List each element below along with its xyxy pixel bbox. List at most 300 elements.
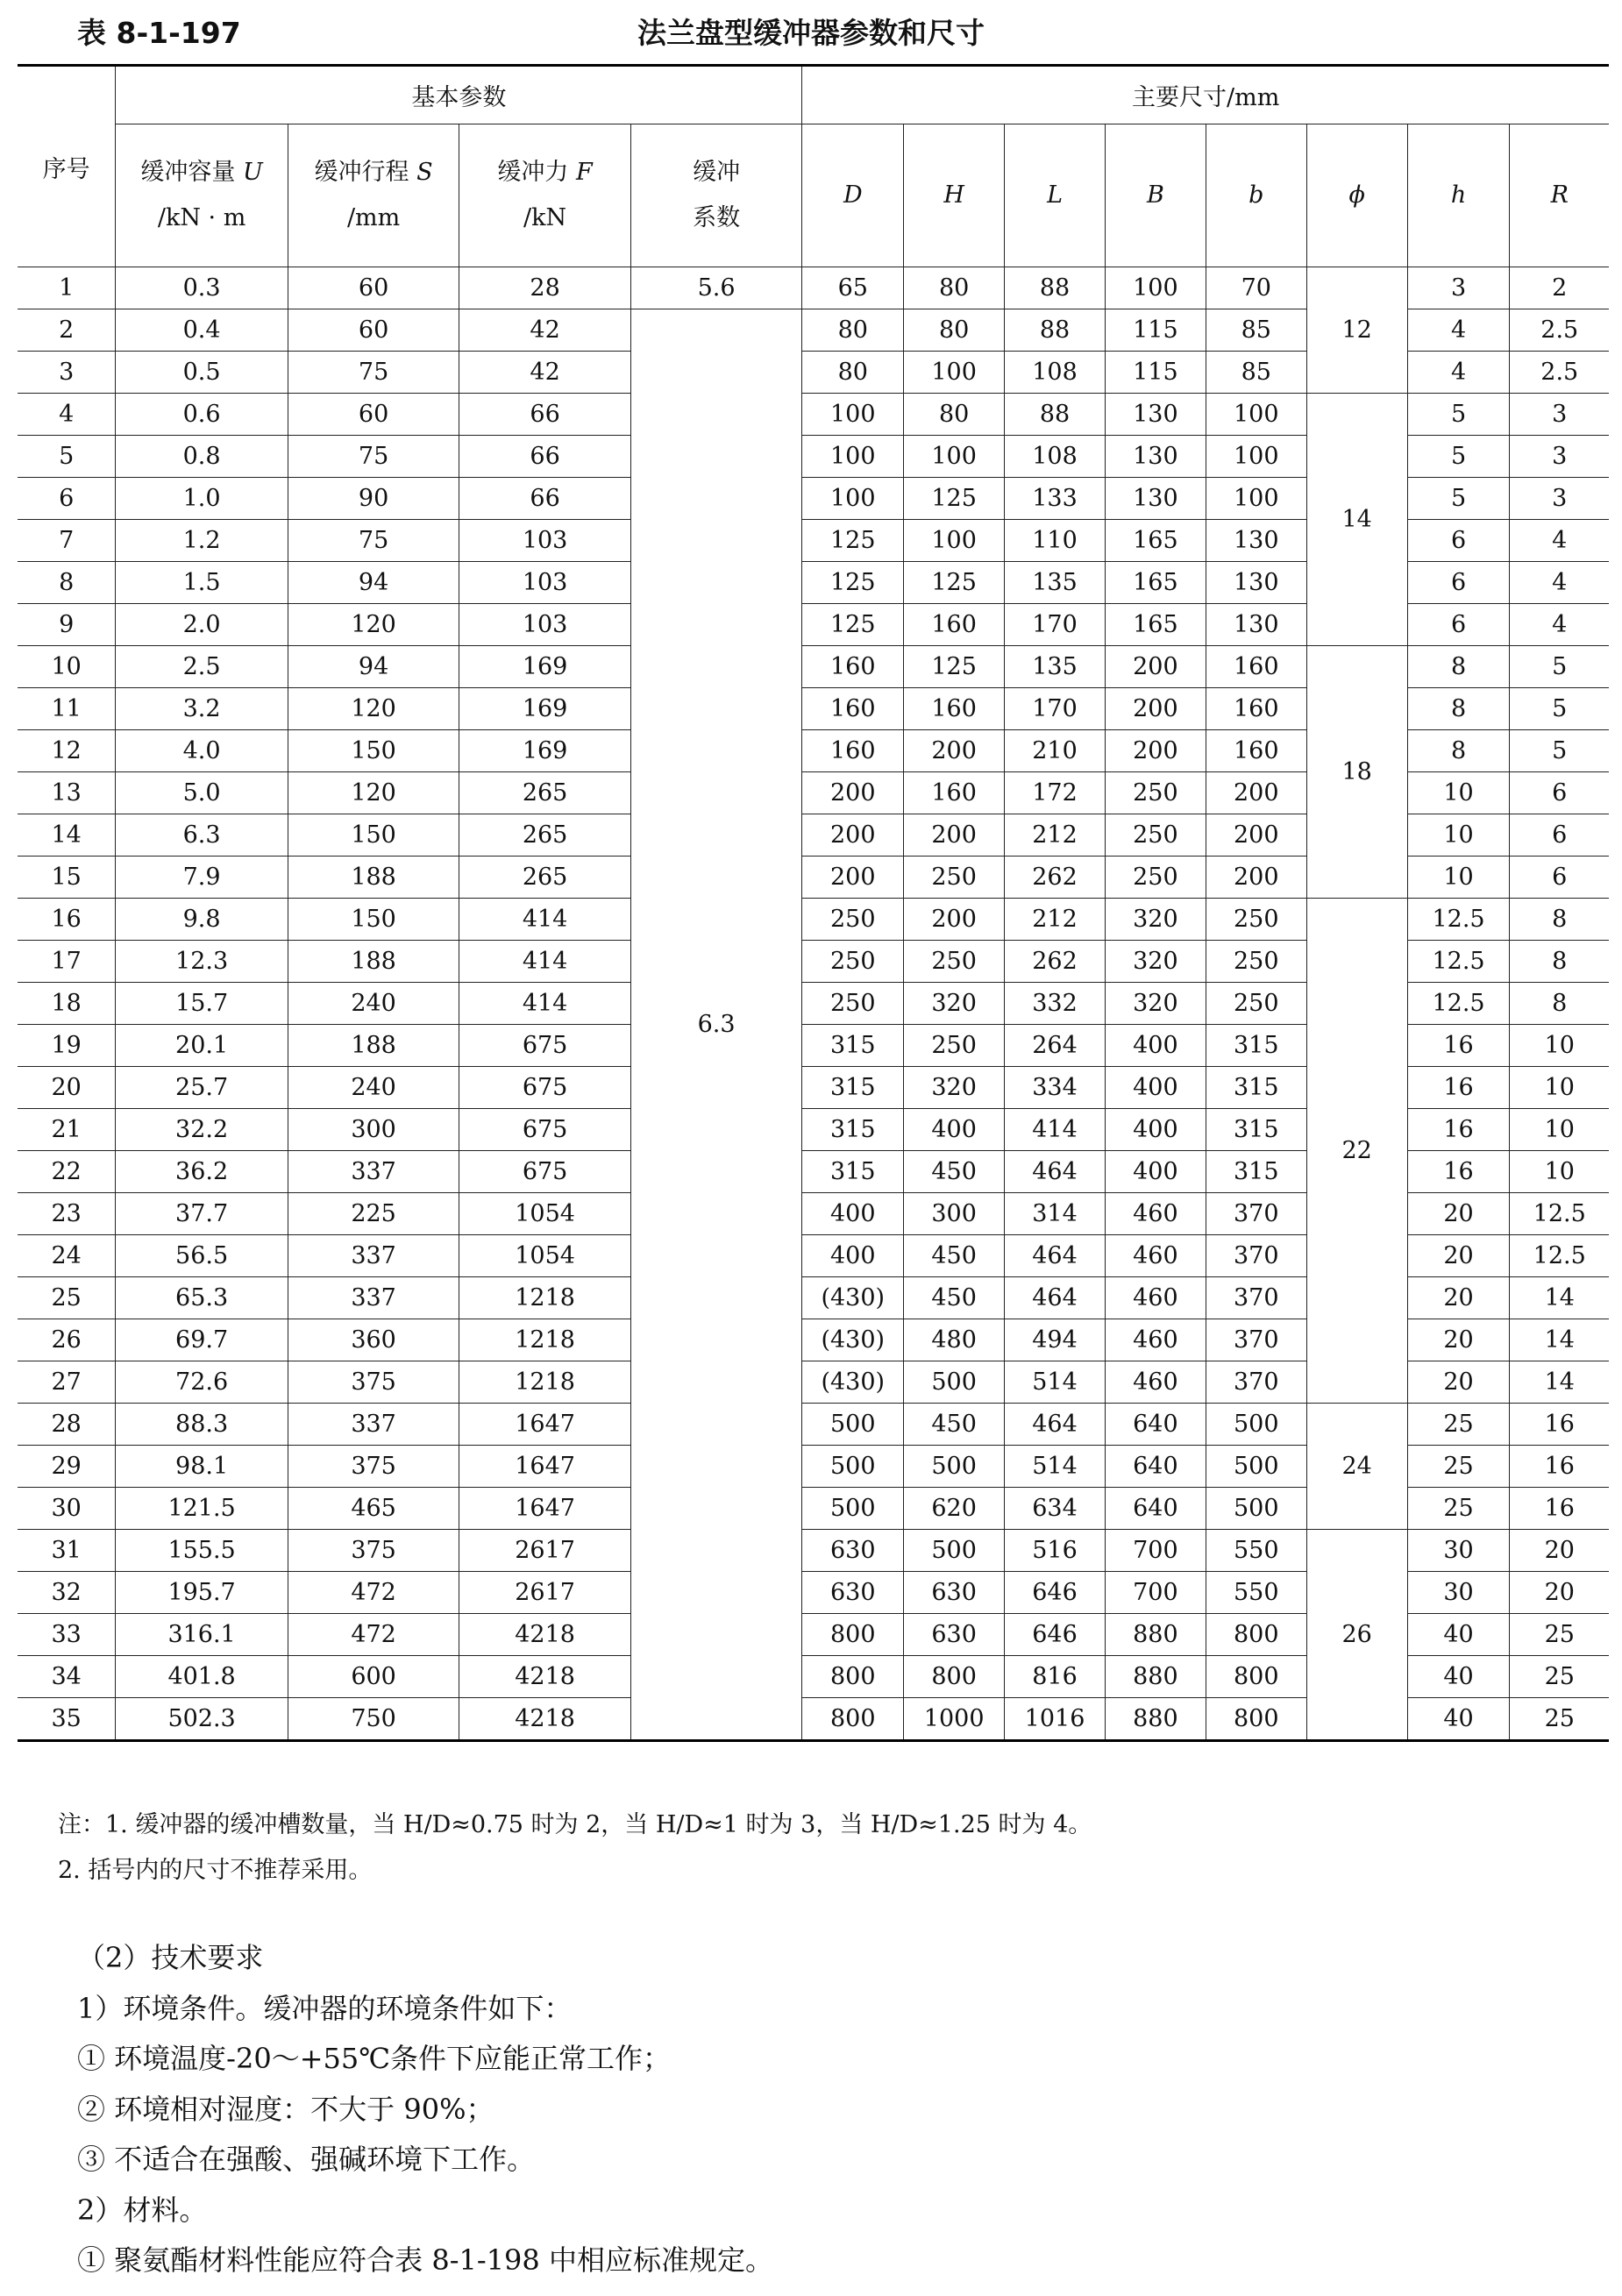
- cell-h: 40: [1407, 1698, 1510, 1741]
- header-force: [459, 124, 631, 267]
- cell-h: 25: [1407, 1446, 1510, 1488]
- cell-force: 265: [459, 857, 631, 899]
- cell-capacity: 3.2: [116, 688, 288, 730]
- cell-force: 675: [459, 1025, 631, 1067]
- cell-D: 200: [802, 857, 904, 899]
- table-body: [18, 267, 1609, 1741]
- cell-D: 100: [802, 436, 904, 478]
- cell-R: 4: [1510, 562, 1609, 604]
- cell-force: 169: [459, 730, 631, 772]
- cell-h: 16: [1407, 1151, 1510, 1193]
- cell-R: 25: [1510, 1698, 1609, 1741]
- cell-force: 414: [459, 983, 631, 1025]
- cell-stroke: 75: [288, 436, 459, 478]
- cell-force: 1054: [459, 1193, 631, 1235]
- cell-R: 2.5: [1510, 309, 1609, 352]
- cell-D: 80: [802, 309, 904, 352]
- cell-L: 262: [1005, 941, 1106, 983]
- cell-R: 10: [1510, 1025, 1609, 1067]
- cell-b: 315: [1206, 1109, 1306, 1151]
- cell-seq: 33: [18, 1614, 116, 1656]
- cell-R: 8: [1510, 941, 1609, 983]
- cell-stroke: 60: [288, 267, 459, 309]
- cell-seq: 25: [18, 1277, 116, 1319]
- cell-h: 40: [1407, 1614, 1510, 1656]
- cell-stroke: 60: [288, 394, 459, 436]
- cell-capacity: 15.7: [116, 983, 288, 1025]
- table-title: 法兰盘型缓冲器参数和尺寸: [637, 16, 985, 50]
- cell-force: 169: [459, 646, 631, 688]
- cell-L: 816: [1005, 1656, 1106, 1698]
- cell-h: 20: [1407, 1319, 1510, 1361]
- cell-seq: 19: [18, 1025, 116, 1067]
- cell-b: 315: [1206, 1025, 1306, 1067]
- cell-capacity: 0.6: [116, 394, 288, 436]
- cell-H: 630: [904, 1572, 1005, 1614]
- cell-h: 4: [1407, 352, 1510, 394]
- cell-R: 2.5: [1510, 352, 1609, 394]
- cell-h: 16: [1407, 1067, 1510, 1109]
- header-stroke-text: 缓冲行程: [314, 159, 409, 186]
- header-basic-params: 基本参数: [116, 66, 802, 124]
- cell-stroke: 337: [288, 1404, 459, 1446]
- cell-stroke: 375: [288, 1361, 459, 1404]
- cell-h: 5: [1407, 394, 1510, 436]
- cell-R: 25: [1510, 1656, 1609, 1698]
- cell-stroke: 94: [288, 646, 459, 688]
- cell-capacity: 9.8: [116, 899, 288, 941]
- cell-D: 315: [802, 1151, 904, 1193]
- cell-L: 464: [1005, 1151, 1106, 1193]
- cell-b: 70: [1206, 267, 1306, 309]
- cell-seq: 24: [18, 1235, 116, 1277]
- cell-D: 400: [802, 1193, 904, 1235]
- header-capacity: [116, 124, 288, 267]
- cell-seq: 17: [18, 941, 116, 983]
- cell-force: 28: [459, 267, 631, 309]
- cell-h: 10: [1407, 857, 1510, 899]
- cell-R: 6: [1510, 814, 1609, 857]
- body-line: ③ 不适合在强酸、强碱环境下工作。: [77, 2143, 536, 2176]
- cell-capacity: 121.5: [116, 1488, 288, 1530]
- cell-B: 165: [1105, 562, 1206, 604]
- header-dim-H: H: [904, 124, 1005, 267]
- cell-R: 12.5: [1510, 1235, 1609, 1277]
- cell-seq: 34: [18, 1656, 116, 1698]
- cell-B: 880: [1105, 1614, 1206, 1656]
- cell-H: 630: [904, 1614, 1005, 1656]
- cell-h: 6: [1407, 520, 1510, 562]
- cell-L: 514: [1005, 1361, 1106, 1404]
- cell-h: 3: [1407, 267, 1510, 309]
- cell-R: 14: [1510, 1277, 1609, 1319]
- cell-b: 160: [1206, 730, 1306, 772]
- cell-h: 6: [1407, 562, 1510, 604]
- cell-h: 16: [1407, 1025, 1510, 1067]
- cell-stroke: 225: [288, 1193, 459, 1235]
- cell-capacity: 98.1: [116, 1446, 288, 1488]
- cell-capacity: 36.2: [116, 1151, 288, 1193]
- body-line: 1）环境条件。缓冲器的环境条件如下：: [77, 1991, 573, 2025]
- cell-h: 30: [1407, 1572, 1510, 1614]
- cell-L: 414: [1005, 1109, 1106, 1151]
- cell-stroke: 90: [288, 478, 459, 520]
- cell-seq: 29: [18, 1446, 116, 1488]
- cell-H: 450: [904, 1151, 1005, 1193]
- cell-h: 10: [1407, 772, 1510, 814]
- cell-D: 125: [802, 520, 904, 562]
- cell-B: 130: [1105, 436, 1206, 478]
- cell-B: 460: [1105, 1319, 1206, 1361]
- cell-phi: 14: [1306, 394, 1407, 646]
- cell-H: 250: [904, 1025, 1005, 1067]
- cell-coefficient: 5.6: [630, 267, 802, 309]
- cell-H: 400: [904, 1109, 1005, 1151]
- cell-R: 6: [1510, 857, 1609, 899]
- cell-seq: 14: [18, 814, 116, 857]
- cell-L: 514: [1005, 1446, 1106, 1488]
- cell-H: 500: [904, 1361, 1005, 1404]
- cell-D: 500: [802, 1446, 904, 1488]
- cell-b: 370: [1206, 1361, 1306, 1404]
- cell-stroke: 120: [288, 688, 459, 730]
- cell-B: 250: [1105, 772, 1206, 814]
- table-notes: [58, 1802, 1092, 1894]
- cell-H: 450: [904, 1235, 1005, 1277]
- cell-seq: 28: [18, 1404, 116, 1446]
- cell-force: 103: [459, 604, 631, 646]
- cell-H: 125: [904, 478, 1005, 520]
- cell-B: 200: [1105, 688, 1206, 730]
- buffer-parameter-table: [18, 64, 1609, 1742]
- body-line: 2）材料。: [77, 2193, 208, 2227]
- cell-R: 8: [1510, 899, 1609, 941]
- cell-H: 450: [904, 1404, 1005, 1446]
- cell-force: 414: [459, 941, 631, 983]
- cell-capacity: 72.6: [116, 1361, 288, 1404]
- cell-b: 315: [1206, 1151, 1306, 1193]
- cell-stroke: 600: [288, 1656, 459, 1698]
- header-dim-h: h: [1407, 124, 1510, 267]
- cell-capacity: 2.0: [116, 604, 288, 646]
- cell-H: 100: [904, 436, 1005, 478]
- cell-h: 4: [1407, 309, 1510, 352]
- cell-seq: 7: [18, 520, 116, 562]
- body-line: ② 环境相对湿度：不大于 90%；: [77, 2092, 494, 2126]
- cell-R: 2: [1510, 267, 1609, 309]
- cell-capacity: 12.3: [116, 941, 288, 983]
- cell-force: 2617: [459, 1530, 631, 1572]
- header-capacity-text: 缓冲容量: [140, 159, 236, 186]
- cell-force: 2617: [459, 1572, 631, 1614]
- cell-b: 250: [1206, 983, 1306, 1025]
- cell-L: 1016: [1005, 1698, 1106, 1741]
- cell-b: 370: [1206, 1277, 1306, 1319]
- cell-L: 212: [1005, 899, 1106, 941]
- cell-D: 125: [802, 562, 904, 604]
- table-row: [18, 1530, 1609, 1572]
- cell-phi: 12: [1306, 267, 1407, 394]
- table-caption: [0, 11, 1622, 54]
- cell-L: 262: [1005, 857, 1106, 899]
- cell-D: 250: [802, 941, 904, 983]
- cell-b: 500: [1206, 1446, 1306, 1488]
- cell-capacity: 502.3: [116, 1698, 288, 1741]
- cell-capacity: 25.7: [116, 1067, 288, 1109]
- cell-D: 250: [802, 899, 904, 941]
- cell-seq: 18: [18, 983, 116, 1025]
- cell-R: 14: [1510, 1319, 1609, 1361]
- cell-L: 88: [1005, 309, 1106, 352]
- cell-R: 10: [1510, 1151, 1609, 1193]
- cell-capacity: 2.5: [116, 646, 288, 688]
- cell-L: 133: [1005, 478, 1106, 520]
- cell-b: 85: [1206, 352, 1306, 394]
- cell-D: 160: [802, 646, 904, 688]
- cell-H: 320: [904, 983, 1005, 1025]
- cell-force: 414: [459, 899, 631, 941]
- cell-D: (430): [802, 1319, 904, 1361]
- table-row: [18, 899, 1609, 941]
- cell-B: 100: [1105, 267, 1206, 309]
- cell-force: 1218: [459, 1277, 631, 1319]
- cell-seq: 1: [18, 267, 116, 309]
- cell-H: 480: [904, 1319, 1005, 1361]
- cell-B: 880: [1105, 1698, 1206, 1741]
- cell-H: 80: [904, 394, 1005, 436]
- cell-L: 110: [1005, 520, 1106, 562]
- cell-b: 100: [1206, 436, 1306, 478]
- cell-capacity: 4.0: [116, 730, 288, 772]
- cell-R: 10: [1510, 1067, 1609, 1109]
- cell-R: 10: [1510, 1109, 1609, 1151]
- cell-h: 5: [1407, 436, 1510, 478]
- cell-stroke: 120: [288, 604, 459, 646]
- cell-R: 16: [1510, 1404, 1609, 1446]
- cell-capacity: 195.7: [116, 1572, 288, 1614]
- cell-D: 200: [802, 814, 904, 857]
- header-capacity-unit: /kN · m: [157, 204, 246, 231]
- cell-b: 160: [1206, 646, 1306, 688]
- header-force-symbol: F: [576, 159, 593, 186]
- cell-force: 1647: [459, 1446, 631, 1488]
- cell-stroke: 472: [288, 1572, 459, 1614]
- cell-capacity: 0.3: [116, 267, 288, 309]
- cell-stroke: 240: [288, 1067, 459, 1109]
- cell-b: 100: [1206, 394, 1306, 436]
- cell-H: 800: [904, 1656, 1005, 1698]
- cell-D: 315: [802, 1025, 904, 1067]
- cell-stroke: 75: [288, 352, 459, 394]
- cell-D: (430): [802, 1361, 904, 1404]
- cell-stroke: 94: [288, 562, 459, 604]
- cell-force: 675: [459, 1067, 631, 1109]
- cell-B: 460: [1105, 1235, 1206, 1277]
- cell-force: 169: [459, 688, 631, 730]
- cell-seq: 32: [18, 1572, 116, 1614]
- cell-h: 5: [1407, 478, 1510, 520]
- cell-L: 646: [1005, 1572, 1106, 1614]
- cell-L: 494: [1005, 1319, 1106, 1361]
- technical-requirements: [77, 1933, 773, 2286]
- cell-H: 125: [904, 562, 1005, 604]
- cell-h: 20: [1407, 1235, 1510, 1277]
- cell-B: 200: [1105, 730, 1206, 772]
- cell-H: 1000: [904, 1698, 1005, 1741]
- cell-R: 20: [1510, 1572, 1609, 1614]
- cell-R: 3: [1510, 478, 1609, 520]
- cell-H: 500: [904, 1446, 1005, 1488]
- cell-D: 315: [802, 1109, 904, 1151]
- cell-D: 160: [802, 688, 904, 730]
- cell-h: 12.5: [1407, 899, 1510, 941]
- cell-h: 20: [1407, 1361, 1510, 1404]
- cell-force: 1647: [459, 1404, 631, 1446]
- table-number: 表 8-1-197: [77, 16, 241, 50]
- cell-stroke: 360: [288, 1319, 459, 1361]
- cell-seq: 2: [18, 309, 116, 352]
- cell-H: 200: [904, 730, 1005, 772]
- cell-H: 125: [904, 646, 1005, 688]
- cell-H: 80: [904, 309, 1005, 352]
- cell-B: 250: [1105, 814, 1206, 857]
- header-force-unit: /kN: [523, 204, 567, 231]
- cell-seq: 16: [18, 899, 116, 941]
- header-dim-b: b: [1206, 124, 1306, 267]
- cell-D: 500: [802, 1488, 904, 1530]
- cell-R: 16: [1510, 1446, 1609, 1488]
- cell-phi: 18: [1306, 646, 1407, 899]
- cell-seq: 26: [18, 1319, 116, 1361]
- cell-seq: 21: [18, 1109, 116, 1151]
- cell-B: 165: [1105, 520, 1206, 562]
- cell-seq: 15: [18, 857, 116, 899]
- cell-D: 315: [802, 1067, 904, 1109]
- cell-phi: 26: [1306, 1530, 1407, 1741]
- cell-B: 115: [1105, 352, 1206, 394]
- cell-stroke: 150: [288, 899, 459, 941]
- cell-D: 65: [802, 267, 904, 309]
- cell-b: 200: [1206, 772, 1306, 814]
- cell-h: 6: [1407, 604, 1510, 646]
- cell-B: 320: [1105, 983, 1206, 1025]
- cell-stroke: 337: [288, 1277, 459, 1319]
- cell-L: 314: [1005, 1193, 1106, 1235]
- cell-force: 265: [459, 772, 631, 814]
- cell-h: 10: [1407, 814, 1510, 857]
- cell-stroke: 465: [288, 1488, 459, 1530]
- cell-D: 100: [802, 394, 904, 436]
- cell-H: 80: [904, 267, 1005, 309]
- cell-H: 200: [904, 899, 1005, 941]
- cell-stroke: 188: [288, 1025, 459, 1067]
- cell-force: 4218: [459, 1614, 631, 1656]
- cell-B: 640: [1105, 1488, 1206, 1530]
- cell-B: 700: [1105, 1530, 1206, 1572]
- cell-L: 334: [1005, 1067, 1106, 1109]
- cell-seq: 9: [18, 604, 116, 646]
- cell-b: 100: [1206, 478, 1306, 520]
- cell-capacity: 32.2: [116, 1109, 288, 1151]
- cell-D: 100: [802, 478, 904, 520]
- cell-H: 160: [904, 604, 1005, 646]
- cell-L: 464: [1005, 1404, 1106, 1446]
- cell-B: 115: [1105, 309, 1206, 352]
- cell-L: 172: [1005, 772, 1106, 814]
- cell-force: 66: [459, 436, 631, 478]
- cell-stroke: 240: [288, 983, 459, 1025]
- cell-phi: 22: [1306, 899, 1407, 1404]
- cell-capacity: 0.8: [116, 436, 288, 478]
- header-dim-B: B: [1105, 124, 1206, 267]
- cell-h: 8: [1407, 730, 1510, 772]
- cell-capacity: 5.0: [116, 772, 288, 814]
- cell-seq: 8: [18, 562, 116, 604]
- cell-h: 12.5: [1407, 941, 1510, 983]
- cell-capacity: 0.4: [116, 309, 288, 352]
- cell-force: 1218: [459, 1361, 631, 1404]
- cell-B: 200: [1105, 646, 1206, 688]
- cell-force: 675: [459, 1151, 631, 1193]
- cell-L: 210: [1005, 730, 1106, 772]
- cell-D: 630: [802, 1530, 904, 1572]
- cell-h: 8: [1407, 646, 1510, 688]
- cell-h: 30: [1407, 1530, 1510, 1572]
- cell-B: 400: [1105, 1151, 1206, 1193]
- cell-D: 800: [802, 1656, 904, 1698]
- cell-b: 200: [1206, 814, 1306, 857]
- cell-seq: 12: [18, 730, 116, 772]
- cell-R: 5: [1510, 646, 1609, 688]
- cell-seq: 13: [18, 772, 116, 814]
- cell-L: 108: [1005, 436, 1106, 478]
- header-seq: 序号: [18, 66, 116, 267]
- cell-stroke: 472: [288, 1614, 459, 1656]
- cell-b: 500: [1206, 1404, 1306, 1446]
- cell-h: 25: [1407, 1404, 1510, 1446]
- cell-b: 550: [1206, 1530, 1306, 1572]
- cell-b: 160: [1206, 688, 1306, 730]
- cell-b: 800: [1206, 1656, 1306, 1698]
- cell-H: 200: [904, 814, 1005, 857]
- cell-capacity: 1.0: [116, 478, 288, 520]
- cell-L: 170: [1005, 688, 1106, 730]
- cell-seq: 3: [18, 352, 116, 394]
- cell-b: 550: [1206, 1572, 1306, 1614]
- cell-B: 250: [1105, 857, 1206, 899]
- cell-capacity: 20.1: [116, 1025, 288, 1067]
- cell-b: 370: [1206, 1319, 1306, 1361]
- cell-stroke: 337: [288, 1235, 459, 1277]
- cell-stroke: 375: [288, 1446, 459, 1488]
- cell-H: 250: [904, 941, 1005, 983]
- body-line: ① 聚氨酯材料性能应符合表 8-1-198 中相应标准规定。: [77, 2243, 773, 2277]
- cell-D: 125: [802, 604, 904, 646]
- cell-D: 200: [802, 772, 904, 814]
- cell-L: 516: [1005, 1530, 1106, 1572]
- cell-h: 25: [1407, 1488, 1510, 1530]
- cell-B: 880: [1105, 1656, 1206, 1698]
- cell-R: 20: [1510, 1530, 1609, 1572]
- cell-D: 250: [802, 983, 904, 1025]
- cell-stroke: 375: [288, 1530, 459, 1572]
- cell-L: 464: [1005, 1277, 1106, 1319]
- cell-capacity: 401.8: [116, 1656, 288, 1698]
- cell-H: 100: [904, 352, 1005, 394]
- cell-L: 170: [1005, 604, 1106, 646]
- cell-h: 40: [1407, 1656, 1510, 1698]
- cell-H: 160: [904, 772, 1005, 814]
